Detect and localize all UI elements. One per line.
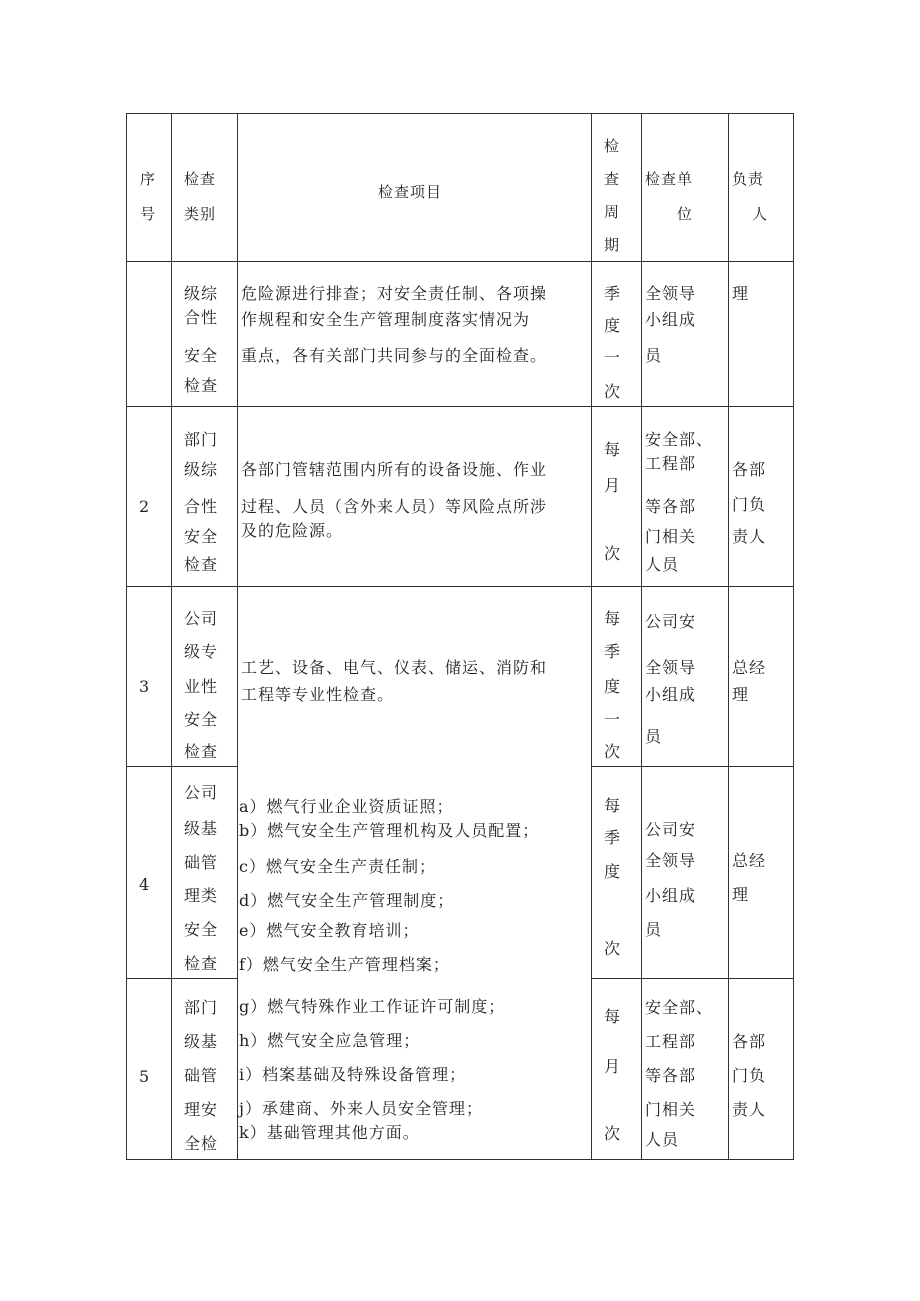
row-seq: 3 [139,677,151,696]
row-owner: 门负 [732,1066,767,1085]
row-unit: 全领导 [645,284,697,303]
col-divider [641,114,642,1159]
row-cycle: 度 [604,677,622,696]
row-owner: 理 [732,685,750,704]
header-item: 检查项目 [378,183,443,201]
row-cycle: 月 [604,476,622,495]
row-cycle: 每 [604,609,622,628]
row-category: 级基 [184,819,219,838]
row-unit: 人员 [645,555,680,574]
row-unit: 全领导 [645,851,697,870]
row-cycle: 次 [604,742,622,761]
row-owner: 理 [732,885,750,904]
list-item: d）燃气安全生产管理制度； [239,891,455,910]
header-cycle: 期 [604,236,621,254]
row-cycle: 每 [604,440,622,459]
row-cycle: 每 [604,1007,622,1026]
row-category: 级综 [184,460,219,479]
list-item: b）燃气安全生产管理机构及人员配置； [239,821,540,840]
row-category: 础管 [184,1066,219,1085]
list-item: c）燃气安全生产责任制； [239,857,436,876]
row-cycle: 季 [604,284,622,303]
row-category: 级综 [184,284,219,303]
row-owner: 责人 [732,527,767,546]
row-category: 部门 [184,430,219,449]
row-unit: 小组成 [645,685,697,704]
row-category: 公司 [184,783,219,802]
row-category: 部门 [184,998,219,1017]
row-divider [127,586,793,587]
row-category: 合性 [184,497,219,516]
row-item: 及的危险源。 [241,521,344,540]
list-item: g）燃气特殊作业工作证许可制度； [239,997,506,1016]
row-unit: 员 [645,920,663,939]
header-cycle: 查 [604,170,621,188]
row-unit: 小组成 [645,310,697,329]
row-unit: 等各部 [645,497,697,516]
row-unit: 安全部、 [645,430,714,449]
row-divider [591,766,794,767]
row-unit: 门相关 [645,527,697,546]
row-divider [127,978,237,979]
row-category: 全检 [184,1134,219,1153]
header-category: 类别 [184,205,217,223]
row-category: 公司 [184,609,219,628]
row-category: 安全 [184,710,219,729]
row-unit: 员 [645,727,663,746]
row-divider [127,406,793,407]
row-owner: 理 [732,284,750,303]
row-unit: 工程部 [645,1032,697,1051]
row-cycle: 次 [604,382,622,401]
row-cycle: 度 [604,862,622,881]
row-item: 工程等专业性检查。 [241,685,395,704]
row-divider [127,766,237,767]
row-category: 安全 [184,346,219,365]
row-category: 检查 [184,954,219,973]
row-seq: 4 [139,875,151,894]
row-unit: 公司安 [645,820,697,839]
row-cycle: 月 [604,1057,622,1076]
row-cycle: 度 [604,316,622,335]
row-unit: 公司安 [645,612,697,631]
row-unit: 等各部 [645,1066,697,1085]
row-cycle: 一 [604,710,622,729]
header-unit: 位 [677,205,694,223]
row-unit: 员 [645,346,663,365]
list-item: f）燃气安全生产管理档案； [239,955,450,974]
list-item: e）燃气安全教育培训； [239,921,420,940]
header-owner: 负责 [732,170,765,188]
row-category: 础管 [184,853,219,872]
header-cycle: 检 [604,137,621,155]
list-item: a）燃气行业企业资质证照； [239,797,454,816]
row-unit: 工程部 [645,454,697,473]
row-owner: 责人 [732,1100,767,1119]
list-item: j）承建商、外来人员安全管理； [239,1099,483,1118]
row-category: 检查 [184,376,219,395]
row-item: 危险源进行排查；对安全责任制、各项操 [241,284,548,303]
row-category: 检查 [184,555,219,574]
header-cycle: 周 [604,203,621,221]
row-item: 工艺、设备、电气、仪表、储运、消防和 [241,658,548,677]
row-owner: 门负 [732,495,767,514]
row-cycle: 次 [604,1124,622,1143]
header-unit: 检查单 [645,170,694,188]
row-item: 各部门管辖范围内所有的设备设施、作业 [241,460,548,479]
row-seq: 2 [139,497,151,516]
col-divider [237,114,238,1159]
row-cycle: 季 [604,642,622,661]
row-divider [591,978,794,979]
row-cycle: 每 [604,796,622,815]
row-owner: 各部 [732,1032,767,1051]
row-category: 安全 [184,527,219,546]
row-unit: 安全部、 [645,998,714,1017]
col-divider [591,114,592,1159]
row-unit: 门相关 [645,1100,697,1119]
list-item: h）燃气安全应急管理； [239,1031,421,1050]
row-owner: 总经 [732,658,767,677]
row-category: 级专 [184,642,219,661]
header-seq: 号 [140,205,157,223]
row-cycle: 次 [604,544,622,563]
row-cycle: 次 [604,939,622,958]
header-category: 检查 [184,170,217,188]
row-category: 级基 [184,1032,219,1051]
row-owner: 各部 [732,460,767,479]
col-divider [171,114,172,1159]
row-category: 合性 [184,308,219,327]
row-category: 理安 [184,1100,219,1119]
row-divider [127,261,793,262]
row-category: 业性 [184,677,219,696]
col-divider [728,114,729,1159]
row-category: 检查 [184,742,219,761]
row-cycle: 一 [604,348,622,367]
row-cycle: 季 [604,828,622,847]
row-unit: 人员 [645,1130,680,1149]
inspection-table [126,113,794,1160]
row-unit: 小组成 [645,886,697,905]
row-category: 理类 [184,886,219,905]
row-item: 作规程和安全生产管理制度落实情况为 [241,310,531,329]
header-owner: 人 [752,205,769,223]
row-owner: 总经 [732,851,767,870]
row-item: 过程、人员（含外来人员）等风险点所涉 [241,497,548,516]
row-category: 安全 [184,920,219,939]
list-item: i）档案基础及特殊设备管理； [239,1065,467,1084]
row-unit: 全领导 [645,658,697,677]
header-seq: 序 [140,170,157,188]
list-item: k）基础管理其他方面。 [239,1123,420,1142]
row-item: 重点，各有关部门共同参与的全面检查。 [241,346,548,365]
row-seq: 5 [139,1067,151,1086]
